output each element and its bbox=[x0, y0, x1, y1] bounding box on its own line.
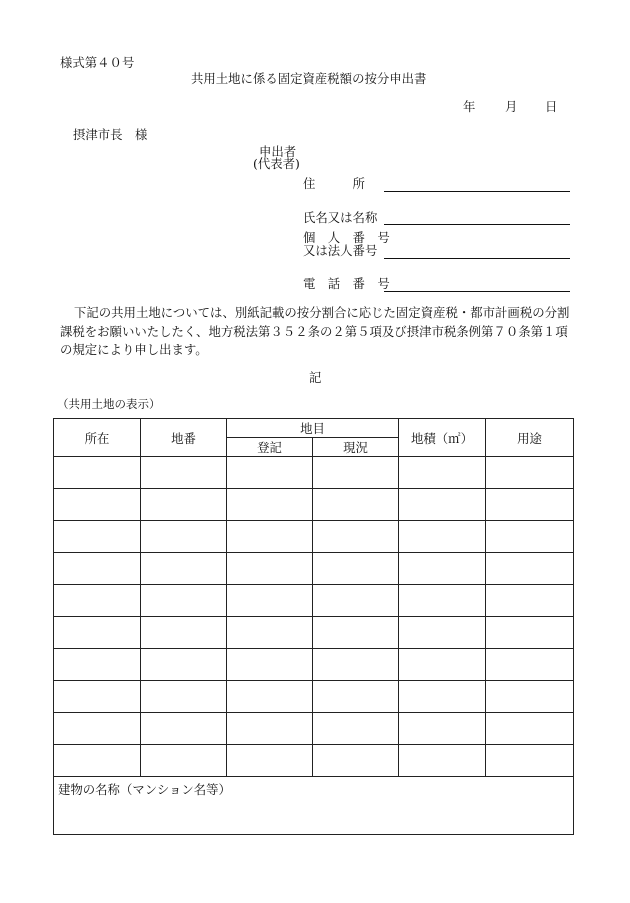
building-name-cell[interactable] bbox=[54, 777, 574, 835]
cell-usage[interactable] bbox=[486, 617, 574, 649]
cell-location[interactable] bbox=[54, 681, 141, 713]
addressee: 摂津市長 様 bbox=[73, 127, 148, 142]
cell-current[interactable] bbox=[313, 585, 399, 617]
header-usage: 用途 bbox=[486, 419, 574, 457]
name-label: 氏名又は名称 bbox=[303, 210, 378, 225]
cell-location[interactable] bbox=[54, 713, 141, 745]
cell-current[interactable] bbox=[313, 681, 399, 713]
date-day: 日 bbox=[545, 99, 558, 114]
cell-current[interactable] bbox=[313, 745, 399, 777]
id-number-line bbox=[384, 258, 570, 259]
cell-lot-number[interactable] bbox=[141, 649, 227, 681]
cell-current[interactable] bbox=[313, 649, 399, 681]
table-row bbox=[54, 681, 574, 713]
table-row bbox=[54, 457, 574, 489]
cell-current[interactable] bbox=[313, 713, 399, 745]
cell-registered[interactable] bbox=[227, 489, 313, 521]
cell-lot-number[interactable] bbox=[141, 521, 227, 553]
table-row bbox=[54, 649, 574, 681]
cell-area[interactable] bbox=[399, 521, 486, 553]
cell-area[interactable] bbox=[399, 585, 486, 617]
cell-registered[interactable] bbox=[227, 457, 313, 489]
header-current: 現況 bbox=[313, 438, 399, 457]
applicant-sub-label: (代表者) bbox=[253, 156, 300, 171]
cell-registered[interactable] bbox=[227, 681, 313, 713]
cell-lot-number[interactable] bbox=[141, 713, 227, 745]
cell-location[interactable] bbox=[54, 745, 141, 777]
address-line bbox=[384, 191, 570, 192]
cell-lot-number[interactable] bbox=[141, 457, 227, 489]
cell-usage[interactable] bbox=[486, 745, 574, 777]
header-land-category: 地目 bbox=[227, 419, 399, 438]
cell-current[interactable] bbox=[313, 457, 399, 489]
cell-area[interactable] bbox=[399, 713, 486, 745]
cell-location[interactable] bbox=[54, 617, 141, 649]
cell-current[interactable] bbox=[313, 553, 399, 585]
page-title: 共用土地に係る固定資産税額の按分申出書 bbox=[191, 71, 427, 86]
cell-location[interactable] bbox=[54, 649, 141, 681]
cell-usage[interactable] bbox=[486, 713, 574, 745]
cell-area[interactable] bbox=[399, 649, 486, 681]
id-number-label-line1: 個 人 番 号 bbox=[303, 230, 390, 245]
cell-area[interactable] bbox=[399, 457, 486, 489]
table-row bbox=[54, 553, 574, 585]
address-label: 住 所 bbox=[303, 176, 365, 191]
cell-registered[interactable] bbox=[227, 585, 313, 617]
cell-current[interactable] bbox=[313, 489, 399, 521]
cell-lot-number[interactable] bbox=[141, 617, 227, 649]
header-area: 地積（㎡） bbox=[399, 419, 486, 457]
cell-location[interactable] bbox=[54, 585, 141, 617]
phone-label: 電 話 番 号 bbox=[303, 276, 390, 291]
header-location: 所在 bbox=[54, 419, 141, 457]
form-number: 様式第４０号 bbox=[60, 55, 135, 70]
cell-registered[interactable] bbox=[227, 521, 313, 553]
cell-lot-number[interactable] bbox=[141, 585, 227, 617]
cell-area[interactable] bbox=[399, 489, 486, 521]
cell-current[interactable] bbox=[313, 521, 399, 553]
table-row bbox=[54, 713, 574, 745]
cell-area[interactable] bbox=[399, 745, 486, 777]
cell-lot-number[interactable] bbox=[141, 489, 227, 521]
cell-location[interactable] bbox=[54, 457, 141, 489]
name-line bbox=[384, 224, 570, 225]
cell-current[interactable] bbox=[313, 617, 399, 649]
header-lot-number: 地番 bbox=[141, 419, 227, 457]
cell-usage[interactable] bbox=[486, 681, 574, 713]
cell-area[interactable] bbox=[399, 617, 486, 649]
header-registered: 登記 bbox=[227, 438, 313, 457]
id-number-label-line2: 又は法人番号 bbox=[303, 243, 378, 258]
cell-registered[interactable] bbox=[227, 713, 313, 745]
table-row bbox=[54, 489, 574, 521]
ki-heading: 記 bbox=[309, 370, 322, 385]
cell-lot-number[interactable] bbox=[141, 553, 227, 585]
applicant-label: 申出者 bbox=[259, 144, 297, 159]
table-row bbox=[54, 521, 574, 553]
table-row bbox=[54, 585, 574, 617]
cell-usage[interactable] bbox=[486, 457, 574, 489]
cell-usage[interactable] bbox=[486, 521, 574, 553]
cell-registered[interactable] bbox=[227, 745, 313, 777]
table-row bbox=[54, 617, 574, 649]
cell-lot-number[interactable] bbox=[141, 745, 227, 777]
cell-location[interactable] bbox=[54, 521, 141, 553]
body-text: 下記の共用土地については、別紙記載の按分割合に応じた固定資産税・都市計画税の分割課税をお願いいたしたく、地方税法第３５２条の２第５項及び摂津市税条例第７０条第１項の規定により申し出ます。 bbox=[60, 305, 570, 357]
date-year: 年 bbox=[463, 99, 476, 114]
cell-registered[interactable] bbox=[227, 649, 313, 681]
cell-usage[interactable] bbox=[486, 649, 574, 681]
cell-registered[interactable] bbox=[227, 617, 313, 649]
building-name-label: 建物の名称（マンション名等） bbox=[58, 782, 231, 797]
land-table bbox=[53, 418, 574, 835]
cell-registered[interactable] bbox=[227, 553, 313, 585]
cell-usage[interactable] bbox=[486, 553, 574, 585]
date-month: 月 bbox=[505, 99, 518, 114]
cell-location[interactable] bbox=[54, 489, 141, 521]
cell-usage[interactable] bbox=[486, 489, 574, 521]
table-row bbox=[54, 745, 574, 777]
table-caption: （共用土地の表示） bbox=[57, 397, 161, 411]
phone-line bbox=[384, 291, 570, 292]
cell-area[interactable] bbox=[399, 553, 486, 585]
cell-usage[interactable] bbox=[486, 585, 574, 617]
cell-area[interactable] bbox=[399, 681, 486, 713]
cell-lot-number[interactable] bbox=[141, 681, 227, 713]
cell-location[interactable] bbox=[54, 553, 141, 585]
